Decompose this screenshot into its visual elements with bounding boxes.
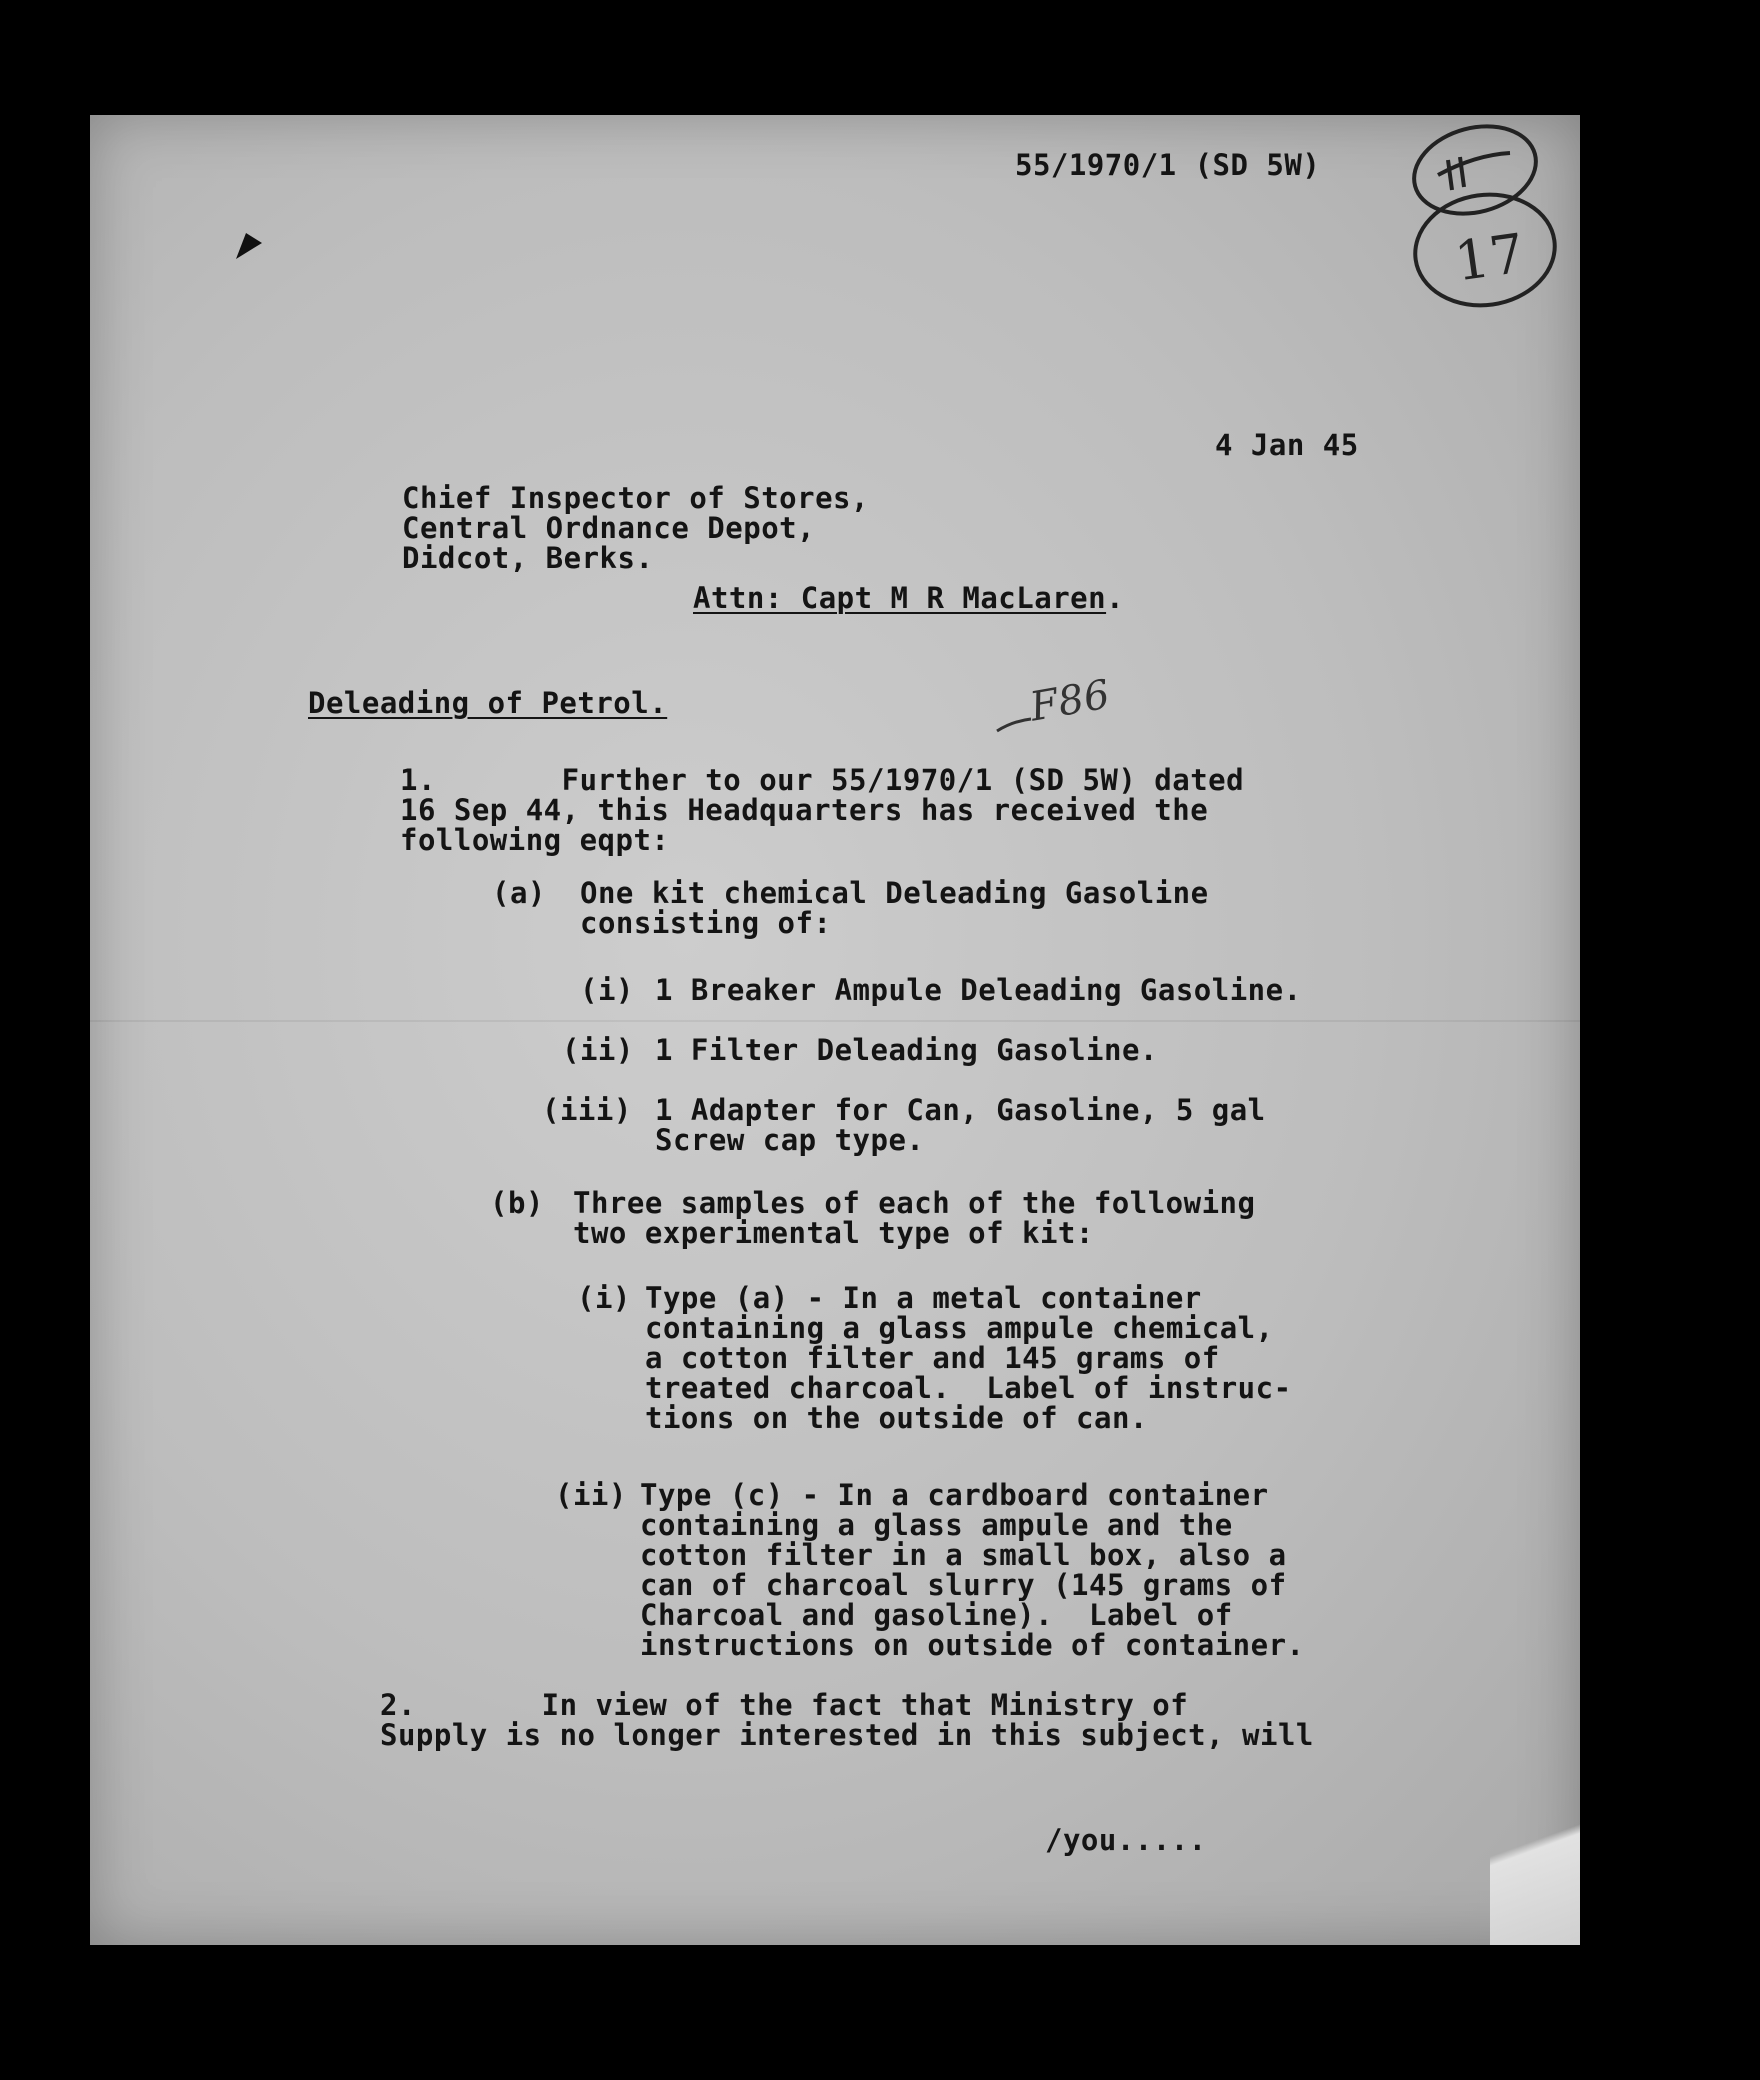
addressee-line-3: Didcot, Berks.: [402, 541, 654, 575]
arrow-mark-icon: [230, 225, 270, 265]
item-b-ii-line-5: Charcoal and gasoline). Label of: [640, 1598, 1233, 1632]
para1-line-3: following eqpt:: [400, 823, 670, 857]
handwritten-note: F86: [1026, 671, 1114, 731]
folio-circle-mark: [1380, 115, 1570, 325]
item-a-i-label: (i): [580, 973, 634, 1007]
item-b-line-1: Three samples of each of the following: [573, 1186, 1256, 1220]
item-b-ii-line-1: Type (c) - In a cardboard container: [640, 1478, 1269, 1512]
continuation-marker: /you.....: [1045, 1823, 1207, 1857]
file-reference: 55/1970/1 (SD 5W): [1015, 148, 1321, 182]
item-b-i-line-4: treated charcoal. Label of instruc-: [645, 1371, 1292, 1405]
item-b-i-line-2: containing a glass ampule chemical,: [645, 1311, 1274, 1345]
letter-date: 4 Jan 45: [1215, 428, 1359, 462]
item-b-i-line-5: tions on the outside of can.: [645, 1401, 1148, 1435]
item-a-iii-line-1: 1 Adapter for Can, Gasoline, 5 gal: [655, 1093, 1266, 1127]
handwritten-dash-mark: [995, 715, 1035, 735]
attention-period: .: [1106, 581, 1125, 615]
item-b-i-line-1: Type (a) - In a metal container: [645, 1281, 1202, 1315]
item-a-line-1: One kit chemical Deleading Gasoline: [580, 876, 1209, 910]
para1-line-2: 16 Sep 44, this Headquarters has received the: [400, 793, 1209, 827]
item-a-iii-line-2: Screw cap type.: [655, 1123, 925, 1157]
para1-line-1: 1. Further to our 55/1970/1 (SD 5W) dated: [400, 763, 1245, 797]
attention-text: Attn: Capt M R MacLaren: [693, 581, 1107, 615]
item-b-i-line-3: a cotton filter and 145 grams of: [645, 1341, 1220, 1375]
subject-heading: Deleading of Petrol.: [308, 686, 668, 720]
item-b-ii-line-6: instructions on outside of container.: [640, 1628, 1305, 1662]
attention-line: [693, 583, 1124, 614]
item-b-ii-label: (ii): [555, 1478, 627, 1512]
item-b-label: (b): [490, 1186, 544, 1220]
handwritten-folio-number: 17: [1450, 221, 1529, 294]
addressee-line-1: Chief Inspector of Stores,: [402, 481, 869, 515]
item-b-ii-line-4: can of charcoal slurry (145 grams of: [640, 1568, 1287, 1602]
item-b-line-2: two experimental type of kit:: [573, 1216, 1094, 1250]
para2-line-2: Supply is no longer interested in this subject, will: [380, 1718, 1314, 1752]
item-a-ii-label: (ii): [562, 1033, 634, 1067]
item-a-i-text: 1 Breaker Ampule Deleading Gasoline.: [655, 973, 1302, 1007]
item-b-ii-line-3: cotton filter in a small box, also a: [640, 1538, 1287, 1572]
document-page: [90, 115, 1580, 1945]
item-a-line-2: consisting of:: [580, 906, 832, 940]
item-a-ii-text: 1 Filter Deleading Gasoline.: [655, 1033, 1158, 1067]
folded-corner: [1490, 1745, 1580, 1945]
para2-line-1: 2. In view of the fact that Ministry of: [380, 1688, 1189, 1722]
item-a-iii-label: (iii): [542, 1093, 632, 1127]
addressee-line-2: Central Ordnance Depot,: [402, 511, 816, 545]
item-b-ii-line-2: containing a glass ampule and the: [640, 1508, 1233, 1542]
item-a-label: (a): [492, 876, 546, 910]
item-b-i-label: (i): [577, 1281, 631, 1315]
